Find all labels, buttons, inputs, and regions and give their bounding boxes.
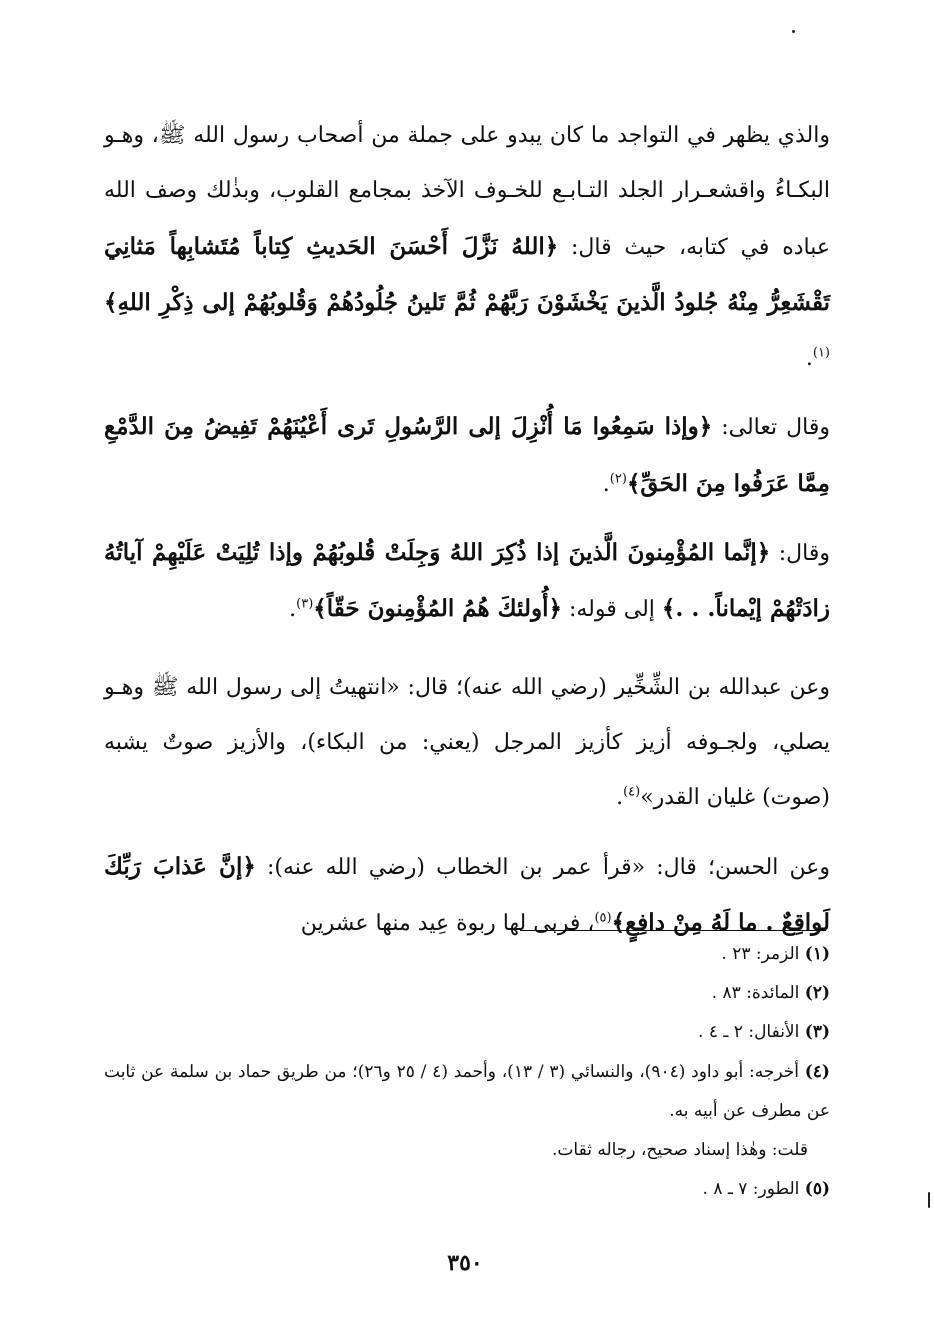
footnote-1 [104,935,830,974]
paragraph-text: إلى قوله: [561,597,662,623]
footnote-3 [104,1013,830,1052]
footnote-text: الزمر: ٢٣ . [721,944,805,964]
footnote-ref: (٢) [609,471,627,487]
paragraph-text: وقال تعالى: [712,415,830,441]
footnote-text: قلت: وهٰذا إسناد صحيح، رجاله ثقات. [552,1140,808,1161]
sentence-end: . [602,471,610,497]
footnote-number: (٥) [804,1179,830,1200]
scan-speck [792,30,795,33]
paragraph-text: والذي يظهر في التواجد ما كان يبدو على جملة من أصحاب رسول الله ﷺ، وهـو البكـاءُ واقشعـرار الجلد التـابـع للخـوف الآخذ بمجامع القلوب، وبذٰلك وصف الله عباده في كتابه، حيث قال: [104,123,831,260]
quran-quote: ﴿وإذا سَمِعُوا مَا أُنْزِلَ إلى الرَّسُولِ تَرى أَعْيُنَهُمْ تَفِيضُ مِنَ الدَّمْعِ مِمَّا عَرَفُوا مِنَ الحَقِّ﴾ [104,413,830,497]
sentence-end: . [805,346,813,372]
paragraph-1 [104,108,830,386]
sentence-end: . [616,785,624,811]
sentence-end: . [289,597,297,623]
footnote-5 [104,1170,830,1209]
footnote-number: (٤) [804,1061,830,1082]
paragraph-text: وعن الحسن؛ قال: «قرأ عمر بن الخطاب (رضي الله عنه): [255,854,830,880]
footnote-text: الأنفال: ٢ ـ ٤ . [698,1022,805,1043]
footnote-text: الطور: ٧ ـ ٨ . [702,1179,805,1200]
footnote-ref: (٤) [623,784,641,800]
quran-quote: ﴿اللهُ نَزَّلَ أَحْسَنَ الحَديثِ كِتاباً مُتَشابِهاً مَثانِيَ تَقْشَعِرُّ مِنْهُ جُلودُ الَّذينَ يَخْشَوْنَ رَبَّهُمْ ثُمَّ تَلينُ جُلُودُهُمْ وَقُلوبُهُمْ إلى ذِكْرِ اللهِ﴾ [104,232,830,316]
paragraph-text: ، فربى لها ربوة عِيد منها عشرين [300,910,595,936]
paragraph-text: وعن عبدالله بن الشِّخِّير (رضي الله عنه)؛ قال: «انتهيتُ إلى رسول الله ﷺ وهـو يصلي، ولجـوفه أزيز كأزيز المرجل (يعني: من البكاء)، والأزيز صوتٌ يشبه (صوت) غليان القدر» [104,674,830,811]
page-number: ٣٥٠ [447,1250,483,1276]
footnote-2 [104,974,830,1013]
footnote-number: (٢) [804,983,830,1004]
quran-quote: ﴿إنَّ عَذابَ رَبِّكَ لَواقِعٌ . ما لَهُ مِنْ دافِعٍ﴾ [104,852,830,936]
paragraph-text: وقال: [770,541,830,567]
quran-quote: ﴿إنَّما المُؤْمِنونَ الَّذينَ إذا ذُكِرَ اللهُ وَجِلَتْ قُلوبُهُمْ وإذا تُلِيَتْ عَلَيْهِمْ آياتُهُ زادَتْهُمْ إيْماناً. . .﴾ [104,539,830,623]
footnote-ref: (١) [812,345,830,361]
quran-quote: ﴿أُولئكَ هُمُ المُؤْمِنونَ حَقّاً﴾ [313,595,562,623]
paragraph-4 [104,660,830,826]
footnote-text: أخرجه: أبو داود (٩٠٤)، والنسائي (٣ / ١٣)، وأحمد (٤ / ٢٥ و٢٦)؛ من طريق حماد بن سلمة عن ثابت عن مطرف عن أبيه به. [104,1061,830,1121]
paragraph-3 [104,525,830,638]
main-text [104,108,830,951]
footnote-4-note [104,1131,830,1170]
scan-edge-mark [928,1192,930,1208]
footnote-4 [104,1053,830,1131]
paragraph-2 [104,399,830,512]
footnotes [104,935,830,1209]
footnote-number: (١) [804,944,830,964]
footnote-number: (٣) [804,1022,830,1043]
footnote-text: المائدة: ٨٣ . [711,983,805,1004]
footnote-separator [520,930,826,931]
footnote-ref: (٥) [594,910,612,926]
footnote-ref: (٣) [296,597,314,613]
